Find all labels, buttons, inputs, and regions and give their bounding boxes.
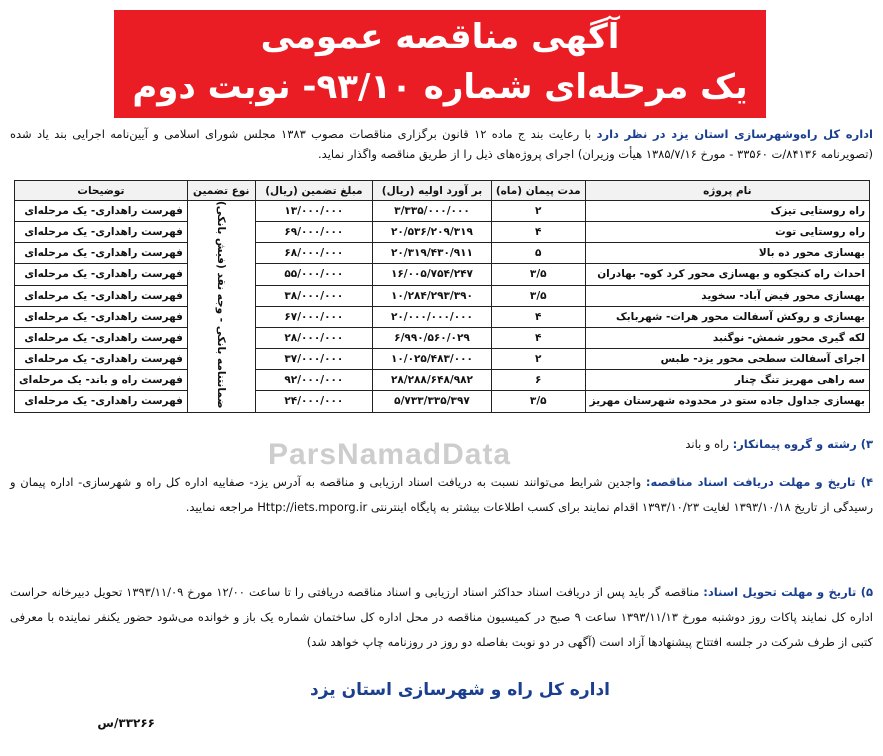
project-estimate: ۲۰/۳۱۹/۴۳۰/۹۱۱ [373,243,492,264]
table-row [15,391,870,412]
project-guarantee: ۲۴/۰۰۰/۰۰۰ [255,391,373,412]
project-estimate: ۱۰/۲۸۴/۲۹۳/۳۹۰ [373,285,492,306]
table-row [15,201,870,222]
project-duration: ۶ [491,370,585,391]
watermark: ParsNamadData [268,438,512,471]
project-duration: ۳/۵ [491,264,585,285]
project-note: فهرست راهداری- یک مرحله‌ای [15,327,188,348]
project-estimate: ۲۸/۲۸۸/۶۴۸/۹۸۲ [373,370,492,391]
project-duration: ۲ [491,348,585,369]
project-note: فهرست راهداری- یک مرحله‌ای [15,348,188,369]
project-name: راه روستایی تیزک [585,201,869,222]
project-guarantee: ۹۲/۰۰۰/۰۰۰ [255,370,373,391]
project-duration: ۳/۵ [491,391,585,412]
section5-text: مناقصه گر باید پس از دریافت اسناد حداکثر اسناد ارزیابی و اسناد مناقصه دریافتی را تا ساعت ۱۲/۰۰ مورخ ۱۳۹۳/۱۱/۰۹ تحویل دبیرخانه حراست اداره کل نمایند پاکات روز دوشنبه مورخ ۱۳۹۳/۱۱/۱۳ ساعت ۹ صبح در کمیسیون مناقصه در محل اداره کل ساختمان شماره یک باز و خوانده می‌شود حضور یکنفر نماینده با معرفی کتبی از طرف شرکت در جلسه افتتاح پیشنهادها آزاد است (آگهی در دو نوبت بفاصله دو روز در روزنامه چاپ خواهد شد) [10,585,873,649]
section-document-receipt [10,470,873,520]
projects-table [14,180,870,413]
project-name: احداث راه کنجکوه و بهسازی محور کرد کوه- بهادران [585,264,869,285]
section5-heading: ۵) تاریخ و مهلت تحویل اسناد: [703,585,874,599]
section3-heading: ۳) رشته و گروه پیمانکار: [732,437,873,451]
project-guarantee: ۳۸/۰۰۰/۰۰۰ [255,285,373,306]
project-guarantee: ۲۸/۰۰۰/۰۰۰ [255,327,373,348]
project-guarantee: ۶۷/۰۰۰/۰۰۰ [255,306,373,327]
project-duration: ۵ [491,243,585,264]
ad-code: ۳۳۲۶۶/س [97,716,155,730]
header-guarantee: مبلغ تضمین (ریال) [255,181,373,201]
table-row [15,222,870,243]
header-guarantee-type: نوع تضمین [187,181,255,201]
project-note: فهرست راهداری- یک مرحله‌ای [15,391,188,412]
project-duration: ۴ [491,222,585,243]
project-name: لکه گیری محور شمش- نوگنبد [585,327,869,348]
project-estimate: ۲۰/۰۰۰/۰۰۰/۰۰۰ [373,306,492,327]
table-row [15,348,870,369]
project-note: فهرست راه و باند- یک مرحله‌ای [15,370,188,391]
project-guarantee: ۵۵/۰۰۰/۰۰۰ [255,264,373,285]
header-notes: توضیحات [15,181,188,201]
project-estimate: ۲۰/۵۳۶/۲۰۹/۳۱۹ [373,222,492,243]
table-row [15,243,870,264]
project-note: فهرست راهداری- یک مرحله‌ای [15,285,188,306]
project-note: فهرست راهداری- یک مرحله‌ای [15,201,188,222]
project-note: فهرست راهداری- یک مرحله‌ای [15,222,188,243]
intro-lead: اداره کل راه‌وشهرسازی استان یزد در نظر دارد [596,127,873,141]
project-guarantee: ۶۸/۰۰۰/۰۰۰ [255,243,373,264]
header-project-name: نام پروژه [585,181,869,201]
project-duration: ۳/۵ [491,285,585,306]
project-name: بهسازی محور فیض آباد- سخوید [585,285,869,306]
project-estimate: ۶/۹۹۰/۵۶۰/۰۲۹ [373,327,492,348]
project-guarantee: ۶۹/۰۰۰/۰۰۰ [255,222,373,243]
table-row [15,370,870,391]
signature: اداره کل راه و شهرسازی استان یزد [309,680,611,700]
section4-text: واجدین شرایط می‌توانند نسبت به دریافت اسناد ارزیابی و مناقصه به آدرس یزد- صفاییه اداره کل راه و شهرسازی- اداره پیمان و رسیدگی از تاریخ ۱۳۹۳/۱۰/۱۸ لغایت ۱۳۹۳/۱۰/۲۳ اقدام نمایند برای کسب اطلاعات بیشتر به پایگاه اینترنتی Http://iets.mporg.ir مراجعه نمایید. [10,475,873,514]
guarantee-type: ضمانتنامه بانکی - وجه نقد (فیش بانکی) [215,201,228,409]
header-duration: مدت پیمان (ماه) [491,181,585,201]
title-banner [114,10,766,118]
project-name: راه روستایی توت [585,222,869,243]
table-row [15,264,870,285]
project-duration: ۴ [491,327,585,348]
project-estimate: ۱۰/۰۲۵/۴۸۳/۰۰۰ [373,348,492,369]
project-note: فهرست راهداری- یک مرحله‌ای [15,243,188,264]
project-guarantee: ۳۷/۰۰۰/۰۰۰ [255,348,373,369]
intro-paragraph [10,124,873,164]
project-duration: ۴ [491,306,585,327]
section3-text: راه و باند [685,437,733,451]
project-duration: ۲ [491,201,585,222]
project-name: بهسازی جداول جاده ستو در محدوده شهرستان مهریز [585,391,869,412]
project-note: فهرست راهداری- یک مرحله‌ای [15,264,188,285]
intro-text: با رعایت بند ج ماده ۱۲ قانون برگزاری مناقصات مصوب ۱۳۸۳ مجلس شورای اسلامی و آیین‌نامه اجرایی بند یاد شده (تصویرنامه ۸۴۱۳۶/ت ۳۳۵۶۰ - مورخ ۱۳۸۵/۷/۱۶ هیأت وزیران) اجرای پروژه‌های ذیل را از طریق مناقصه واگذار نماید. [10,127,873,161]
guarantee-type-cell [187,201,255,413]
project-name: بهسازی و روکش آسفالت محور هرات- شهربابک [585,306,869,327]
section-document-delivery [10,580,873,655]
project-name: سه راهی مهریز تنگ چنار [585,370,869,391]
project-note: فهرست راهداری- یک مرحله‌ای [15,306,188,327]
table-row [15,306,870,327]
project-guarantee: ۱۳/۰۰۰/۰۰۰ [255,201,373,222]
table-header-row [15,181,870,201]
project-estimate: ۵/۷۳۳/۳۳۵/۳۹۷ [373,391,492,412]
header-estimate: بر آورد اولیه (ریال) [373,181,492,201]
table-row [15,327,870,348]
project-estimate: ۱۶/۰۰۵/۷۵۴/۲۴۷ [373,264,492,285]
project-name: اجرای آسفالت سطحی محور یزد- طبس [585,348,869,369]
banner-title: آگهی مناقصه عمومی [260,17,620,57]
project-estimate: ۳/۳۳۵/۰۰۰/۰۰۰ [373,201,492,222]
project-name: بهسازی محور ده بالا [585,243,869,264]
section-contractor-field [10,432,873,457]
section4-heading: ۴) تاریخ و مهلت دریافت اسناد مناقصه: [645,475,873,489]
banner-subtitle: یک مرحله‌ای شماره ۹۳/۱۰- نوبت دوم [132,67,748,107]
table-row [15,285,870,306]
